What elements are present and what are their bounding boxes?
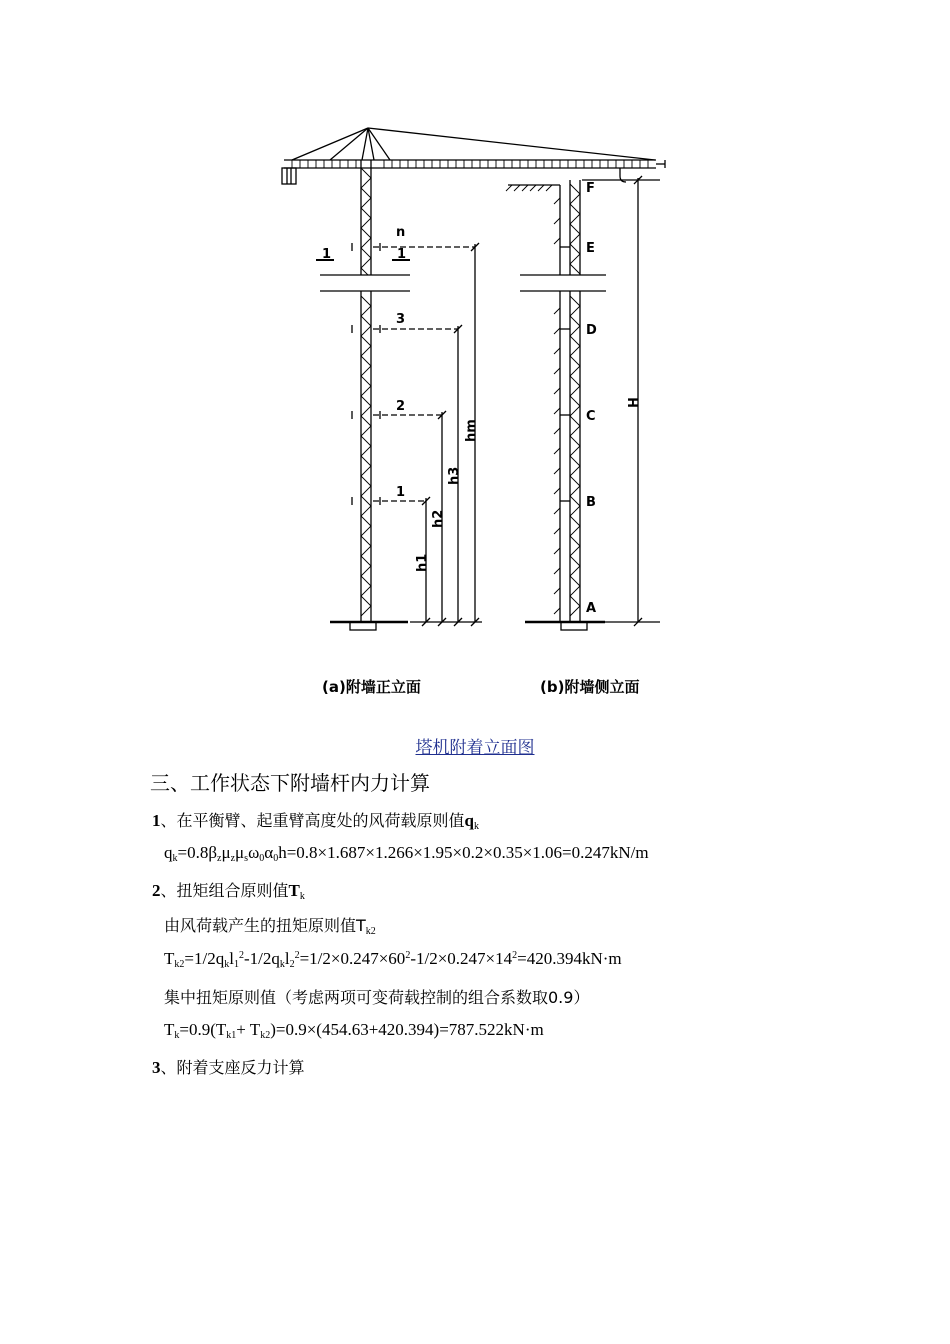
item-1-heading xyxy=(152,808,479,832)
label-h2: h2 xyxy=(431,509,446,528)
item-2-number: 2 xyxy=(152,881,161,900)
item-2-line-1-sub: k2 xyxy=(365,926,376,937)
item-3-text: 、附着支座反力计算 xyxy=(160,1058,305,1077)
label-section-1-left: 1 xyxy=(322,247,332,262)
label-E: E xyxy=(586,241,595,256)
item-2-formula-1: $T_{k2}=1/2q_kl_1^2-1/2q_kl_2^2=1/2\times 0.247\times 60^2-1/2\times 0.247\times 14^2=420.394kN\cdot m$ xyxy=(164,949,622,970)
label-H: H xyxy=(627,397,642,408)
item-2-heading xyxy=(152,878,305,902)
label-B: B xyxy=(586,495,596,510)
label-section-1-right: 1 xyxy=(397,247,407,262)
figure-caption-link[interactable]: 塔机附着立面图 xyxy=(415,738,535,758)
item-1-symbol-sub: k xyxy=(473,821,479,832)
label-C: C xyxy=(586,409,596,424)
item-2-formula-2: $T_k=0.9(T_{k1}+ T_{k2})=0.9\times(454.63+420.394)=787.522kN\cdot m$ xyxy=(164,1020,544,1041)
item-1-number: 1 xyxy=(152,811,161,830)
label-level-3: 3 xyxy=(396,312,406,327)
item-2-line-2-text: 集中扭矩原则值（考虑两项可变荷载控制的组合系数取0.9） xyxy=(164,988,590,1007)
label-level-1: 1 xyxy=(396,485,406,500)
item-2-line-1 xyxy=(164,913,376,937)
caption-a: (a)附墙正立面 xyxy=(322,678,421,696)
label-h1: h1 xyxy=(415,553,430,572)
label-D: D xyxy=(586,323,597,338)
label-hm: hm xyxy=(464,419,479,442)
item-2-symbol: T xyxy=(288,881,300,900)
label-n: n xyxy=(396,225,406,240)
label-F: F xyxy=(586,181,595,196)
tower-crane-elevation-figure xyxy=(270,120,680,710)
label-level-2: 2 xyxy=(396,399,406,414)
item-2-text: 、扭矩组合原则值 xyxy=(160,881,289,900)
item-1-formula: $q_k=0.8\beta_z\mu_z\mu_s\omega_0\alpha_0h=0.8\times 1.687\times 1.266\times 1.95\times 0.2\times 0.35\times 1.06=0.247kN/m$ xyxy=(164,843,649,864)
caption-b: (b)附墙侧立面 xyxy=(540,678,640,696)
item-3-number: 3 xyxy=(152,1058,161,1077)
item-2-line-2 xyxy=(164,985,589,1008)
label-h3: h3 xyxy=(447,466,462,485)
item-2-symbol-sub: k xyxy=(299,891,305,902)
section-title: 三、工作状态下附墙杆内力计算 xyxy=(150,771,430,795)
item-2-line-1-text: 由风荷载产生的扭矩原则值T xyxy=(164,916,366,935)
item-1-symbol: q xyxy=(464,811,474,830)
label-A: A xyxy=(586,601,597,616)
item-1-text: 、在平衡臂、起重臂高度处的风荷载原则值 xyxy=(160,811,465,830)
item-3-heading xyxy=(152,1055,305,1078)
